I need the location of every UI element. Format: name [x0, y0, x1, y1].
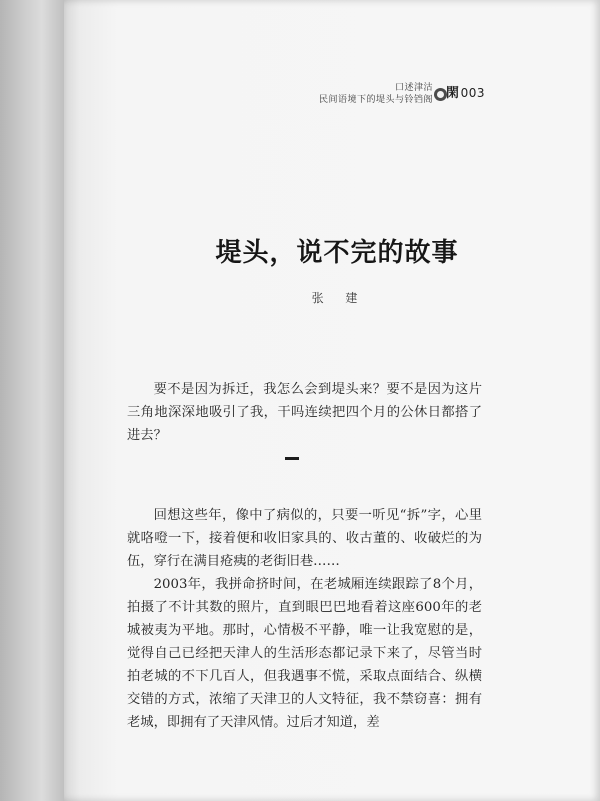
running-header [319, 82, 485, 106]
page-number: 003 [460, 86, 485, 100]
book-spine-edge [0, 0, 70, 801]
header-book-series: 口述津沽 [394, 83, 433, 93]
body-paragraph-2: 2003年，我拼命挤时间，在老城厢连续跟踪了8个月，拍摄了不计其数的照片，直到眼巴巴地看着这座600年的老城被夷为平地。那时，心情极不平静，唯一让我宽慰的是，觉得自己已经把天津人的生活形态都记录下来了，尽管当时拍老城的不下几百人，但我遇事不慌，采取点面结合、纵横交错的方式，浓缩了天津卫的人文特征，我不禁窃喜：拥有老城，即拥有了天津风情。过后才知道，差 [127, 577, 482, 730]
section-marker [285, 457, 299, 460]
header-mark: 閑 [445, 86, 459, 101]
intro-block [127, 378, 482, 447]
article-body [127, 504, 482, 734]
body-paragraph-1: 回想这些年，像中了病似的，只要一听见“拆”字，心里就咯噔一下，接着便和收旧家具的、收古董的、收破烂的为伍，穿行在满目疮痍的老街旧巷…… [127, 508, 482, 569]
article-author: 张 建 [311, 291, 367, 305]
header-book-subtitle: 民间语境下的堤头与铃铛阁 [318, 95, 433, 105]
intro-paragraph: 要不是因为拆迁，我怎么会到堤头来？要不是因为这片三角地深深地吸引了我，干吗连续把四个月的公休日都搭了进去？ [127, 382, 482, 443]
article-title: 堤头，说不完的故事 [215, 238, 459, 268]
